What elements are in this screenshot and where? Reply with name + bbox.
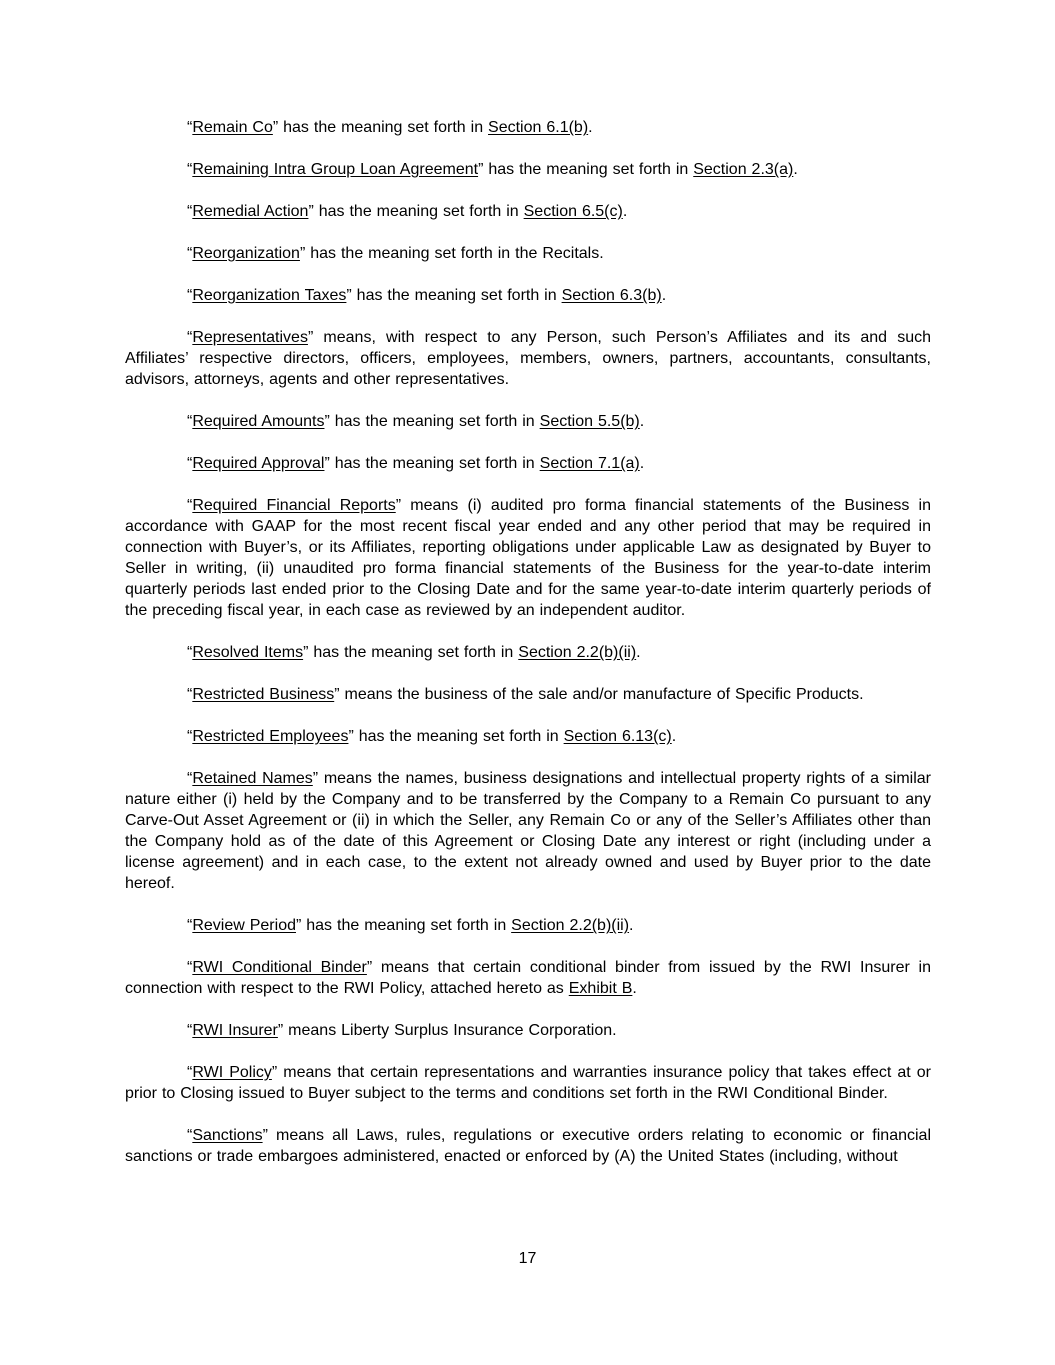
text-run: . [622, 203, 628, 220]
defined-term: RWI Policy [192, 1064, 272, 1081]
section-reference: Section 2.2(b)(ii) [511, 917, 630, 934]
text-run: . [639, 413, 645, 430]
section-reference: Section 7.1(a) [539, 455, 640, 472]
defined-term: Remain Co [192, 119, 273, 136]
section-reference: Section 6.3(b) [561, 287, 662, 304]
text-run: “ [187, 770, 193, 787]
text-run: ” means the names, business designations and intellectual property rights of a similar nature either (i) held by the Company and to be transferred by the Company to a Remain Co pursuant to any Carve-Out Asset Agreement or (ii) in which the Seller, any Remain Co or any of the Seller’s Affiliates other than the Company hold as of the date of this Agreement or Closing Date any interest or right (including under a license agreement) and in each case, to the extent not already owned and used by Buyer prior to the date hereof. [125, 770, 932, 892]
text-run: “ [187, 245, 193, 262]
defined-term: RWI Conditional Binder [192, 959, 367, 976]
text-run: ” has the meaning set forth in [348, 728, 564, 745]
defined-term: Retained Names [192, 770, 313, 787]
defined-term: RWI Insurer [192, 1022, 278, 1039]
text-run: “ [187, 1127, 193, 1144]
text-run: “ [187, 1064, 193, 1081]
text-run: “ [187, 728, 193, 745]
text-run: ” has the meaning set forth in [308, 203, 524, 220]
text-run: ” means that certain representations and warranties insurance policy that takes effect at or prior to Closing issued to Buyer subject to the terms and conditions set forth in the RWI Conditional Binder. [125, 1064, 932, 1102]
paragraph [125, 411, 931, 432]
section-reference: Section 6.1(b) [488, 119, 589, 136]
text-run: ” means all Laws, rules, regulations or executive orders relating to economic or financial sanctions or trade embargoes administered, enacted or enforced by (A) the United States (including, without [125, 1127, 931, 1165]
defined-term: Remedial Action [192, 203, 309, 220]
text-run: ” has the meaning set forth in [303, 644, 519, 661]
text-run: ” means the business of the sale and/or manufacture of Specific Products. [334, 686, 864, 703]
text-run: “ [187, 203, 193, 220]
text-run: ” has the meaning set forth in [324, 455, 540, 472]
defined-term: Restricted Employees [192, 728, 349, 745]
section-reference: Section 2.2(b)(ii) [518, 644, 637, 661]
defined-term: Reorganization Taxes [192, 287, 347, 304]
section-reference: Section 6.13(c) [563, 728, 672, 745]
paragraph [125, 201, 931, 222]
text-run: . [661, 287, 667, 304]
paragraph [125, 642, 931, 663]
section-reference: Section 2.3(a) [693, 161, 794, 178]
text-run: ” means, with respect to any Person, such Person’s Affiliates and its and such Affiliates’ respective directors, officers, employees, members, owners, partners, accountants, consultants, advisors, attorneys, agents and other representatives. [125, 329, 931, 388]
paragraph [125, 1125, 931, 1167]
text-run: “ [187, 1022, 193, 1039]
paragraph [125, 453, 931, 474]
page-number: 17 [518, 1250, 537, 1267]
paragraph [125, 495, 931, 621]
text-run: . [629, 917, 634, 934]
text-run: . [793, 161, 798, 178]
text-run: “ [187, 287, 193, 304]
text-run: “ [187, 455, 193, 472]
defined-term: Remaining Intra Group Loan Agreement [192, 161, 479, 178]
paragraph [125, 957, 931, 999]
defined-term: Resolved Items [192, 644, 304, 661]
exhibit-reference: Exhibit B [568, 980, 633, 997]
text-run: “ [187, 119, 193, 136]
defined-term: Representatives [192, 329, 308, 346]
text-run: “ [187, 413, 193, 430]
text-run: . [671, 728, 677, 745]
text-run: “ [187, 161, 193, 178]
paragraph [125, 684, 931, 705]
text-run: . [636, 644, 641, 661]
section-reference: Section 5.5(b) [539, 413, 640, 430]
text-run: . [632, 980, 637, 997]
text-run: “ [187, 329, 193, 346]
text-run: “ [187, 497, 193, 514]
text-run: “ [187, 644, 193, 661]
text-run: ” means (i) audited pro forma financial statements of the Business in accordance with GAAP for the most recent fiscal year ended and any other period that may be required in connection with Buyer’s, or its Affiliates, reporting obligations under applicable Law as designated by Buyer to Seller in writing, (ii) unaudited pro forma financial statements of the Business for the year-to-date interim quarterly periods last ended prior to the Closing Date and for the same year-to-date interim quarterly periods of the preceding fiscal year, in each case as reviewed by an independent auditor. [125, 497, 932, 619]
text-run: ” has the meaning set forth in [346, 287, 562, 304]
paragraph [125, 1020, 931, 1041]
text-run: ” means that certain conditional binder from issued by the RWI Insurer in connection with respect to the RWI Policy, attached hereto as [125, 959, 931, 997]
paragraph [125, 768, 931, 894]
text-run: . [639, 455, 645, 472]
defined-term: Reorganization [192, 245, 300, 262]
paragraph [125, 159, 931, 180]
paragraph [125, 1062, 931, 1104]
paragraph [125, 327, 931, 390]
paragraph [125, 726, 931, 747]
defined-term: Sanctions [192, 1127, 263, 1144]
section-reference: Section 6.5(c) [523, 203, 623, 220]
text-run: ” has the meaning set forth in [295, 917, 512, 934]
document-body [125, 117, 931, 1167]
text-run: “ [187, 959, 193, 976]
text-run: ” has the meaning set forth in [272, 119, 489, 136]
text-run: “ [187, 686, 193, 703]
text-run: ” has the meaning set forth in [324, 413, 540, 430]
defined-term: Restricted Business [192, 686, 335, 703]
defined-term: Review Period [192, 917, 296, 934]
paragraph [125, 285, 931, 306]
defined-term: Required Financial Reports [192, 497, 396, 514]
defined-term: Required Amounts [192, 413, 325, 430]
text-run: ” means Liberty Surplus Insurance Corporation. [277, 1022, 617, 1039]
text-run: . [588, 119, 593, 136]
paragraph [125, 243, 931, 264]
text-run: ” has the meaning set forth in [478, 161, 694, 178]
paragraph [125, 117, 931, 138]
text-run: ” has the meaning set forth in the Recitals. [299, 245, 604, 262]
defined-term: Required Approval [192, 455, 325, 472]
text-run: “ [187, 917, 193, 934]
paragraph [125, 915, 931, 936]
